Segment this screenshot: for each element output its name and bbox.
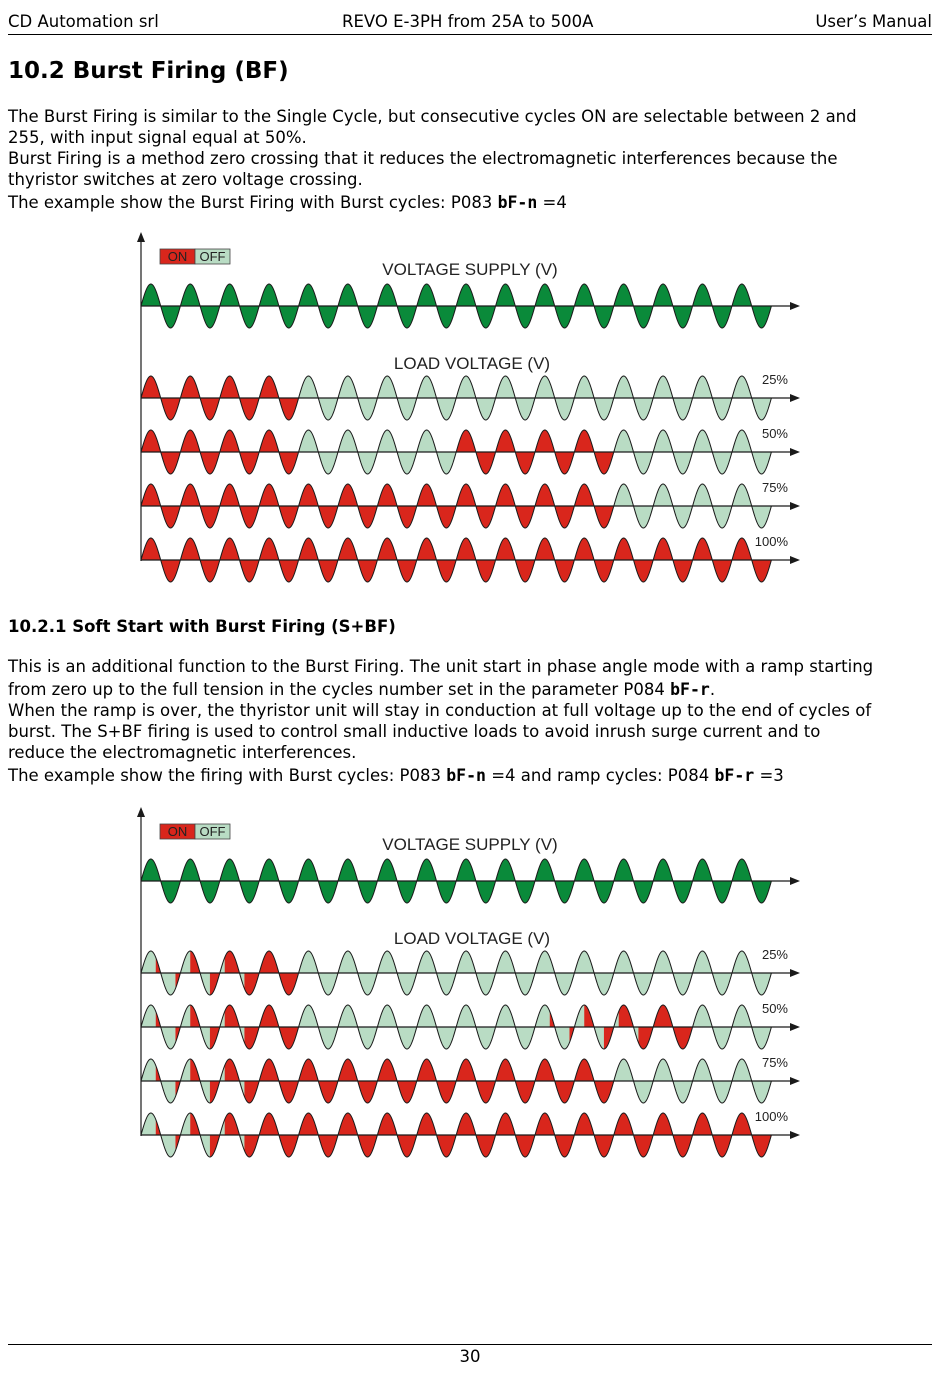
on-half-cycle — [244, 1027, 259, 1049]
load-trace-100pct — [141, 1113, 800, 1157]
on-half-cycle — [190, 1059, 200, 1081]
section-title: 10.2 Burst Firing (BF) — [8, 58, 289, 84]
load-title: LOAD VOLTAGE (V) — [393, 354, 551, 373]
example-text: The example show the Burst Firing with Burst cycles: P083 — [8, 193, 498, 212]
param-code-bfr: bF-r — [714, 766, 755, 785]
body-text: . — [709, 680, 716, 699]
axis-arrow — [790, 969, 800, 977]
body-line — [8, 679, 938, 700]
example-text: =4 and ramp cycles: P084 — [485, 766, 715, 785]
subsection-body — [8, 656, 938, 786]
page-header — [8, 12, 932, 35]
supply-title: VOLTAGE SUPPLY (V) — [382, 835, 558, 854]
header-doc-type: User’s Manual — [815, 12, 932, 31]
load-trace-25pct — [141, 951, 800, 995]
supply-title: VOLTAGE SUPPLY (V) — [382, 260, 558, 279]
body-line: burst. The S+BF firing is used to control small inductive loads to avoid inrush surge current and to — [8, 722, 821, 741]
load-trace-50pct — [141, 430, 800, 474]
body-line: Burst Firing is a method zero crossing that it reduces the electromagnetic interferences because the — [8, 149, 838, 168]
axis-arrow — [790, 877, 800, 885]
axis-arrow — [137, 232, 145, 242]
body-line: 255, with input signal equal at 50%. — [8, 128, 307, 147]
load-trace-75pct — [141, 484, 800, 528]
on-half-cycle — [604, 1027, 614, 1049]
section-body — [8, 106, 938, 213]
on-half-cycle — [225, 1005, 240, 1027]
body-line: When the ramp is over, the thyristor unit will stay in conduction at full voltage up to the end of cycles of — [8, 701, 872, 720]
body-line: The Burst Firing is similar to the Single Cycle, but consecutive cycles ON are selectable between 2 and — [8, 107, 857, 126]
row-label: 25% — [761, 947, 788, 962]
load-trace-50pct — [141, 1005, 800, 1049]
axis-arrow — [790, 394, 800, 402]
axis-arrow — [790, 302, 800, 310]
on-half-cycle — [225, 951, 240, 973]
param-code-bfr: bF-r — [670, 680, 710, 699]
soft-start-burst-firing-diagram — [0, 803, 950, 1178]
legend-on-label: ON — [167, 824, 188, 839]
on-half-cycle — [190, 1113, 200, 1135]
on-half-cycle — [190, 1005, 200, 1027]
on-half-cycle — [190, 951, 200, 973]
burst-firing-diagram — [0, 228, 950, 603]
body-example-line — [8, 765, 938, 786]
on-half-cycle — [619, 1005, 634, 1027]
on-half-cycle — [210, 1081, 220, 1103]
on-half-cycle — [210, 1027, 220, 1049]
on-half-cycle — [225, 1059, 240, 1081]
example-value: =3 — [754, 766, 784, 785]
on-half-cycle — [584, 1005, 594, 1027]
supply-trace — [141, 284, 800, 328]
header-company: CD Automation srl — [8, 12, 159, 31]
row-label: 50% — [761, 1001, 788, 1016]
body-line: reduce the electromagnetic interferences. — [8, 743, 357, 762]
on-half-cycle — [225, 1113, 240, 1135]
header-product: REVO E-3PH from 25A to 500A — [342, 12, 594, 31]
on-half-cycle — [244, 1081, 259, 1103]
row-label: 25% — [761, 372, 788, 387]
axis-arrow — [790, 1023, 800, 1031]
row-label: 100% — [754, 534, 788, 549]
axis-arrow — [790, 1131, 800, 1139]
on-half-cycle — [244, 973, 259, 995]
body-example-line — [8, 192, 938, 213]
on-half-cycle — [638, 1027, 653, 1049]
param-code-bfn: bF-n — [446, 766, 486, 785]
body-text: from zero up to the full tension in the cycles number set in the parameter P084 — [8, 680, 671, 699]
axis-arrow — [137, 807, 145, 817]
row-label: 75% — [761, 480, 788, 495]
axis-arrow — [790, 556, 800, 564]
load-trace-75pct — [141, 1059, 800, 1103]
param-code-bfn: bF-n — [497, 193, 538, 212]
legend-off-label: OFF — [199, 824, 226, 839]
load-title: LOAD VOLTAGE (V) — [393, 929, 551, 948]
example-value: =4 — [537, 193, 567, 212]
row-label: 50% — [761, 426, 788, 441]
load-trace-25pct — [141, 376, 800, 420]
legend-on-label: ON — [167, 249, 188, 264]
axis-arrow — [790, 448, 800, 456]
row-label: 100% — [754, 1109, 788, 1124]
subsection-title: 10.2.1 Soft Start with Burst Firing (S+BF) — [8, 617, 396, 636]
on-half-cycle — [210, 1135, 220, 1157]
supply-trace — [141, 859, 800, 903]
page-number: 30 — [459, 1347, 481, 1366]
body-line: This is an additional function to the Burst Firing. The unit start in phase angle mode with a ramp starting — [8, 657, 874, 676]
body-line: thyristor switches at zero voltage crossing. — [8, 170, 363, 189]
on-half-cycle — [210, 973, 220, 995]
load-trace-100pct — [141, 538, 800, 582]
example-text: The example show the firing with Burst cycles: P083 — [8, 766, 447, 785]
axis-arrow — [790, 1077, 800, 1085]
axis-arrow — [790, 502, 800, 510]
legend-off-label: OFF — [199, 249, 226, 264]
footer-rule — [8, 1344, 932, 1345]
row-label: 75% — [761, 1055, 788, 1070]
on-half-cycle — [244, 1135, 259, 1157]
